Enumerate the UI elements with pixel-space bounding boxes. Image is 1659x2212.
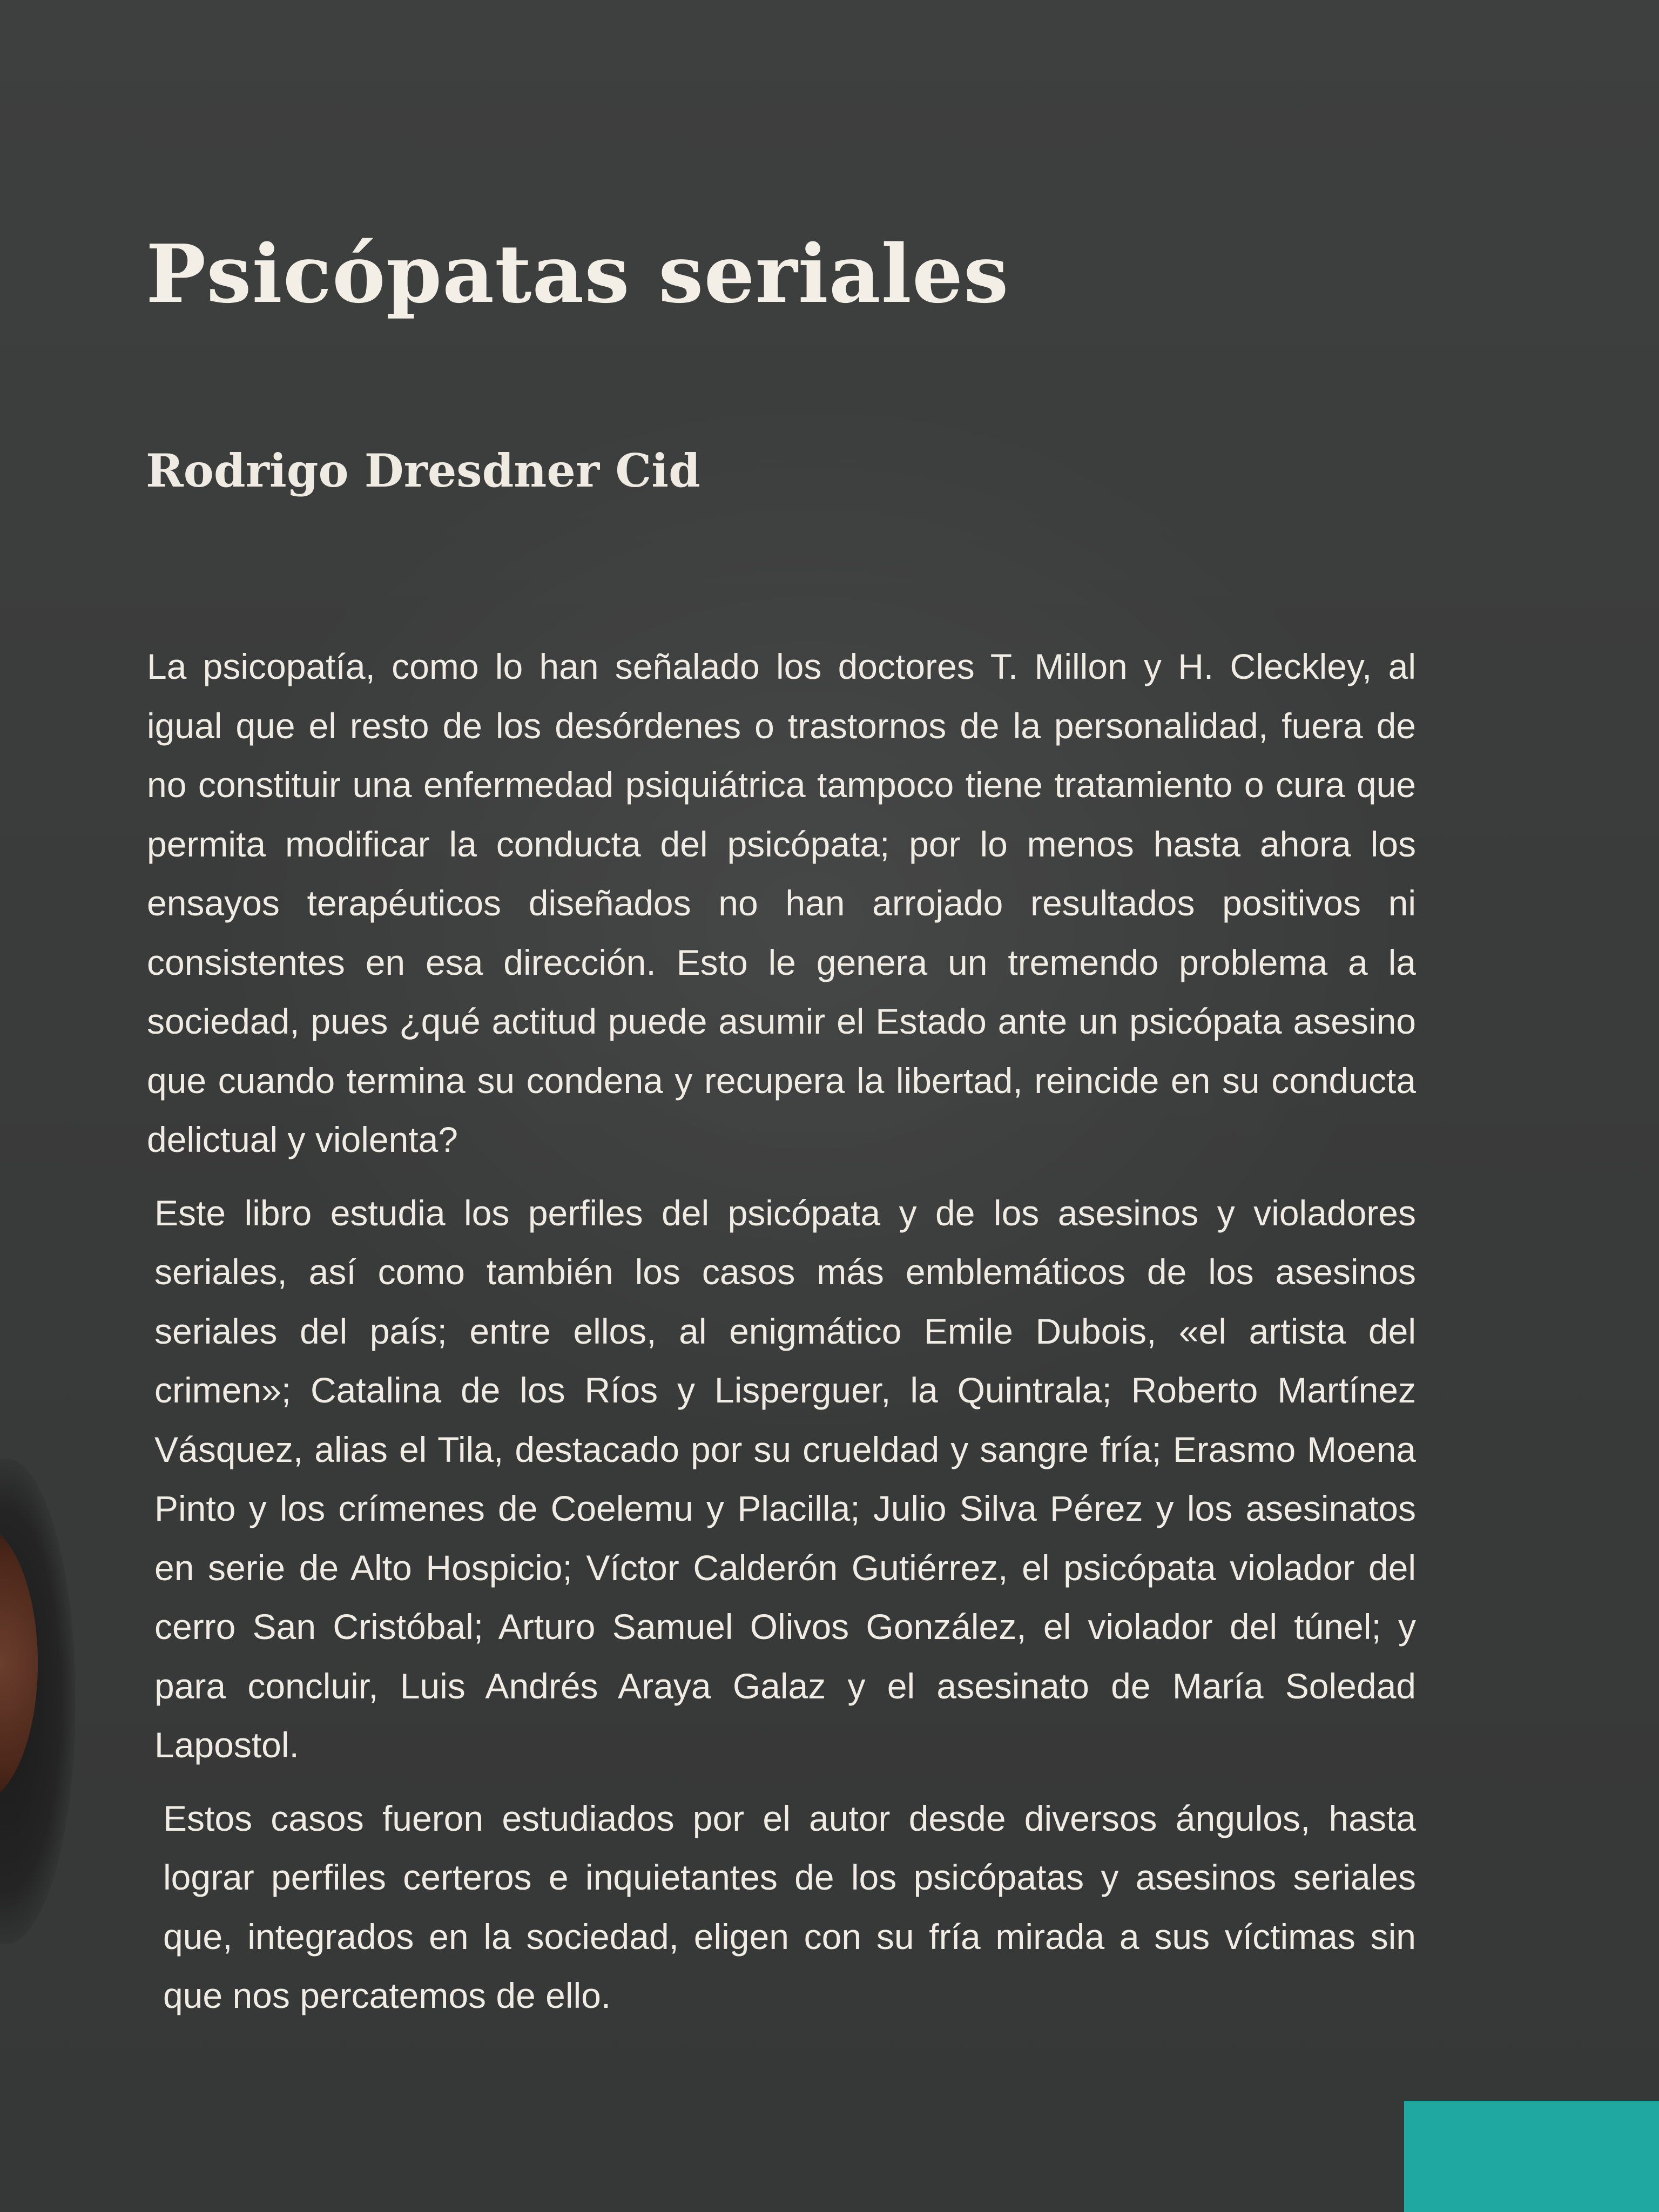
- author-name: Rodrigo Dresdner Cid: [146, 444, 700, 497]
- book-title: Psicópatas seriales: [146, 227, 1009, 321]
- synopsis-paragraph: Estos casos fueron estudiados por el autor desde diversos ángulos, hasta lograr perfiles certeros e inquietantes de los psicópatas y asesinos seriales que, integrados en la sociedad, eligen con su fría mirada a sus víctimas sin que nos percatemos de ello.: [163, 1798, 1416, 2015]
- synopsis-paragraph: Este libro estudia los perfiles del psicópata y de los asesinos y violadores seriales, así como también los casos más emblemáticos de los asesinos seriales del país; entre ellos, al enigmático Emile Dubois, «el artista del crimen»; Catalina de los Ríos y Lisperguer, la Quintrala; Roberto Martínez Vásquez, alias el Tila, destacado por su crueldad y sangre fría; Erasmo Moena Pinto y los crímenes de Coelemu y Placilla; Julio Silva Pérez y los asesinatos en serie de Alto Hospicio; Víctor Calderón Gutiérrez, el psicópata violador del cerro San Cristóbal; Arturo Samuel Olivos González, el violador del túnel; y para concluir, Luis Andrés Araya Galaz y el asesinato de María Soledad Lapostol.: [154, 1192, 1416, 1765]
- synopsis: [147, 637, 1416, 2040]
- synopsis-paragraph: La psicopatía, como lo han señalado los doctores T. Millon y H. Cleckley, al igual que el resto de los desórdenes o trastornos de la personalidad, fuera de no constituir una enfermedad psiquiátrica tampoco tiene tratamiento o cura que permita modificar la conducta del psicópata; por lo menos hasta ahora los ensayos terapéuticos diseñados no han arrojado resultados positivos ni consistentes en esa dirección. Esto le genera un tremendo problema a la sociedad, pues ¿qué actitud puede asumir el Estado ante un psicópata asesino que cuando termina su condena y recupera la libertad, reincide en su conducta delictual y violenta?: [147, 646, 1416, 1159]
- teal-corner-block: [1404, 2101, 1659, 2212]
